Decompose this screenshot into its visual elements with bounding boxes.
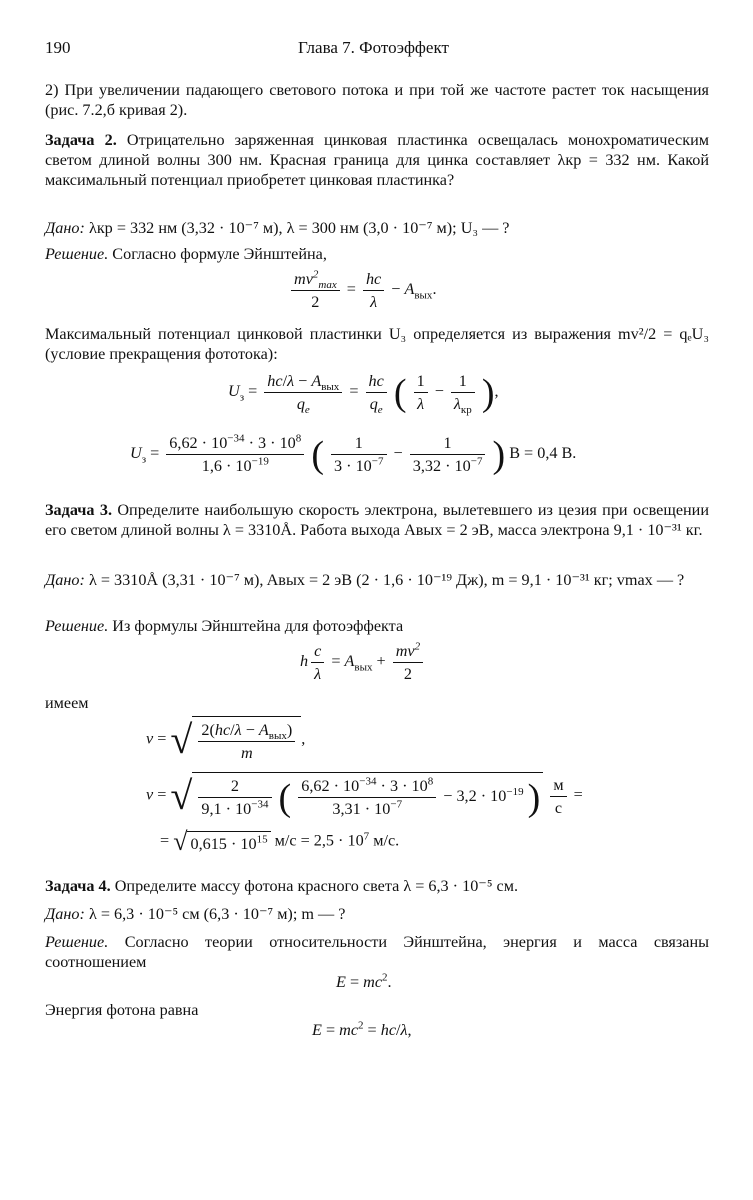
task2-given xyxy=(45,218,709,238)
task2-solution xyxy=(45,244,709,264)
task2-solution-label: Решение. xyxy=(45,245,109,263)
task3-equation-2: v = √ $\frac{2(hc/\lambda - A_{вых})}{m}$ , xyxy=(146,717,306,762)
task2-paragraph: Максимальный потенциал цинковой пластинки U₃ определяется из выражения mv²/2 = qₑU₃ (условие прекращения фототока): xyxy=(45,325,709,363)
task4-equation-1: $E = mc^2$. xyxy=(336,971,392,991)
task4-text: Определите массу фотона красного света λ = 6,3 · 10⁻⁵ см. xyxy=(114,877,519,895)
task2-equation-3: $U_з$ = $\frac{6,62 \cdot 10^{-34} \cdot 3 \cdot 10^8}{1,6 \cdot 10^{-19}}$ ( $\frac{1}{3 \cdot 10^{-7}}$ − $\frac{1}{3,32 \cdot 10^{-7}}$ ) В = 0,4 В. xyxy=(130,432,577,476)
task3-given-label: Дано: xyxy=(45,571,85,589)
task4-given-values: λ = 6,3 · 10⁻⁵ см (6,3 · 10⁻⁷ м); m — ? xyxy=(88,905,346,923)
task4-label: Задача 4. xyxy=(45,877,111,895)
task3-text: Определите наибольшую скорость электрона, вылетевшего из цезия при освещении его светом длиной волны λ = 3310Å. Работа выхода Aвых = 2 эВ, масса электрона 9,1 · 10⁻³¹ кг. xyxy=(45,501,710,539)
task3-equation-1: h $\frac{c}{\lambda}$ = $A_{вых}$ + $\frac{mv^2}{2}$ xyxy=(300,640,426,685)
task2-label: Задача 2. xyxy=(45,131,117,149)
task4-paragraph: Энергия фотона равна xyxy=(45,1001,199,1019)
running-title: Глава 7. Фотоэффект xyxy=(298,38,449,57)
task4-solution xyxy=(45,932,709,972)
task3-label: Задача 3. xyxy=(45,501,112,519)
intro-paragraph: 2) При увеличении падающего светового потока и при той же частоте растет ток насыщения (рис. 7.2,б кривая 2). xyxy=(45,81,709,119)
task3-solution-label: Решение. xyxy=(45,617,109,635)
task4-solution-text: Согласно теории относительности Эйнштейна, энергия и масса связаны соотношением xyxy=(45,933,709,971)
page-number: 190 xyxy=(45,38,71,57)
task3-solution-text: Из формулы Эйнштейна для фотоэффекта xyxy=(112,617,404,635)
task2-text: Отрицательно заряженная цинковая пластинка освещалась монохроматическим светом длиной волны 300 нм. Красная граница для цинка составляет λкр = 332 нм. Какой максимальный потенциал приобретет цинковая пластинка? xyxy=(45,131,709,189)
task4-given-label: Дано: xyxy=(45,905,85,923)
task4-solution-label: Решение. xyxy=(45,933,109,951)
task3-equation-4: = √ $0,615 \cdot 10^{15}$ $м/с = 2,5 \cdot 10^7$ м/с. xyxy=(160,827,400,856)
task2-given-label: Дано: xyxy=(45,219,85,237)
task3-solution xyxy=(45,616,709,636)
task4-statement xyxy=(45,876,709,896)
task3-given xyxy=(45,570,709,590)
task3-equation-3: v = √ $\frac{2}{9,1 \cdot 10^{-34}}$ ( $\frac{6,62 \cdot 10^{-34} \cdot 3 \cdot 10^8}{3,31 \cdot 10^{-7}}$ − $3,2 \cdot 10^{-19}$ ) $\frac{м}{с}$ = xyxy=(146,773,583,819)
task3-given-values: λ = 3310Å (3,31 · 10⁻⁷ м), Aвых = 2 эВ (2 · 1,6 · 10⁻¹⁹ Дж), m = 9,1 · 10⁻³¹ кг; vmax — ? xyxy=(88,571,685,589)
task2-statement xyxy=(45,130,709,190)
task3-word: имеем xyxy=(45,694,89,712)
task3-statement xyxy=(45,500,709,540)
task4-given xyxy=(45,904,709,924)
task2-solution-text: Согласно формуле Эйнштейна, xyxy=(112,245,327,263)
task2-equation-2: $U_з$ = $\frac{hc/\lambda - A_{вых}}{q_e}$ = $\frac{hc}{q_e}$ ( $\frac{1}{\lambda}$ − $\frac{1}{\lambda_{кр}}$ ), xyxy=(228,371,499,417)
task4-equation-2: $E = mc^2 = hc/\lambda$, xyxy=(312,1019,412,1039)
task2-given-values: λкр = 332 нм (3,32 · 10⁻⁷ м), λ = 300 нм (3,0 · 10⁻⁷ м); U₃ — ? xyxy=(88,219,510,237)
task2-equation-1: $\frac{mv^2_{max}}{2}$ = $\frac{hc}{\lambda}$ − $A_{вых}$. xyxy=(288,268,436,313)
